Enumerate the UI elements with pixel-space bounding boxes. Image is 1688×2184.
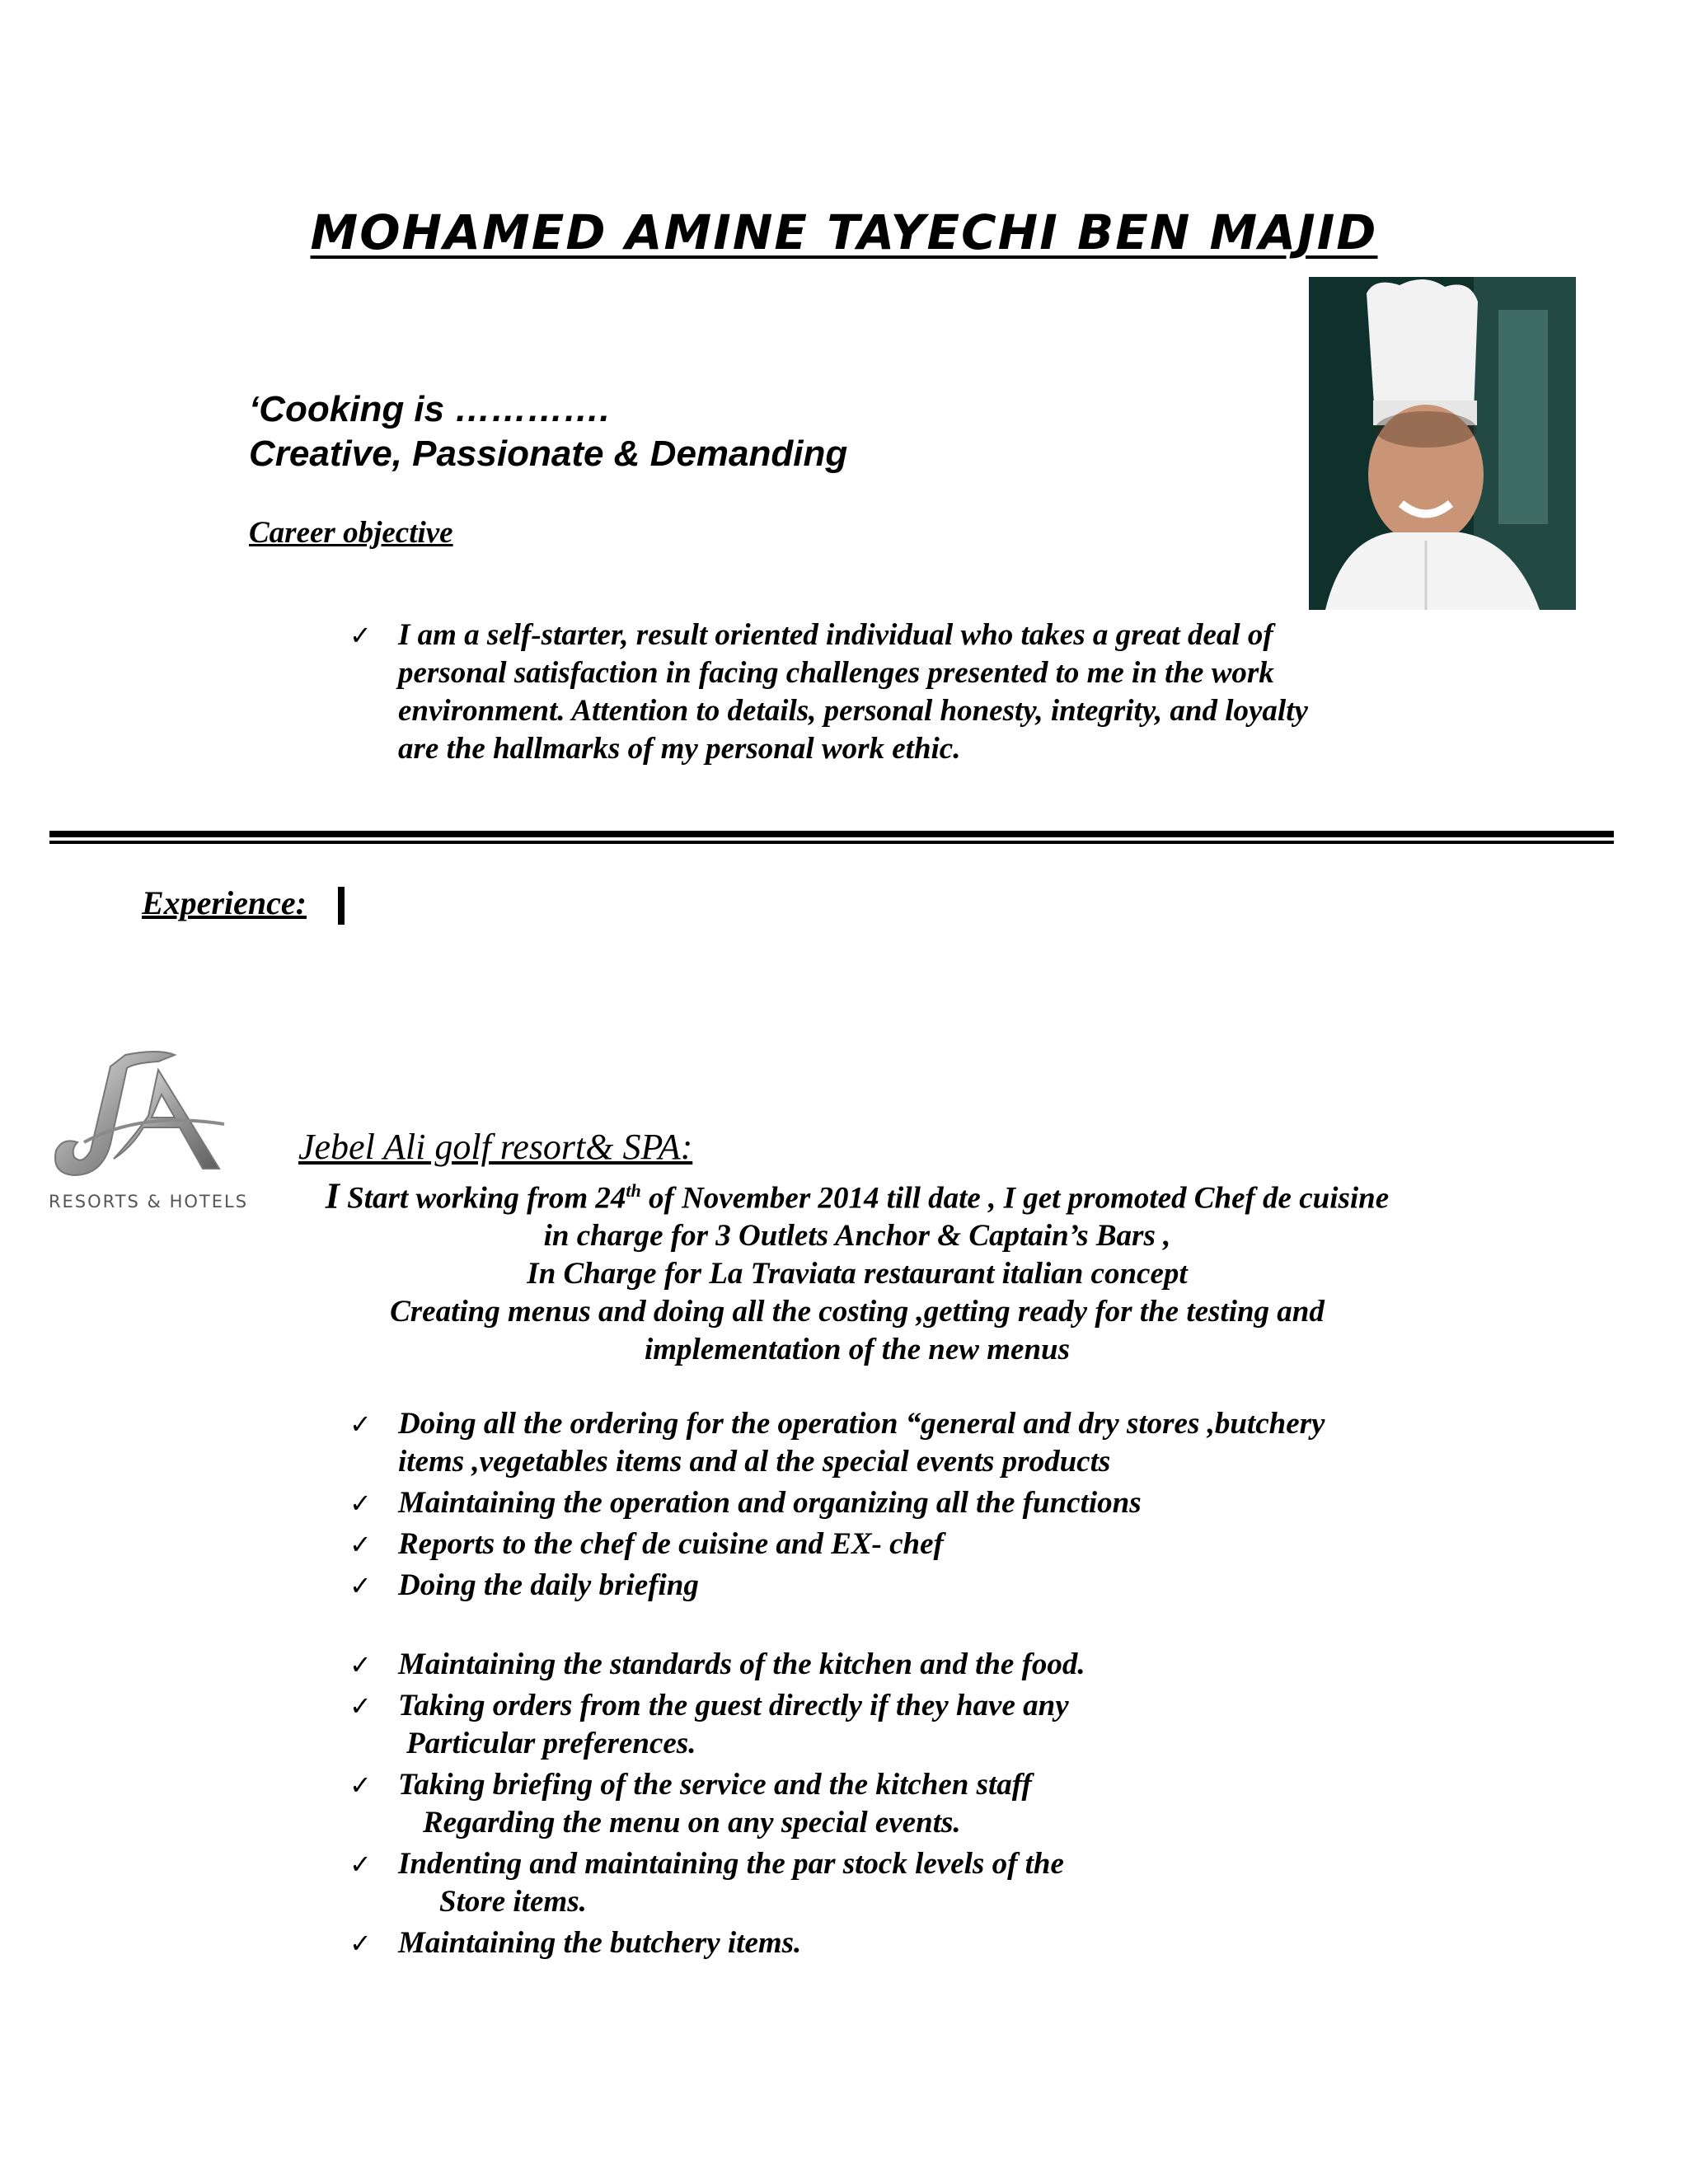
list-item-text: Particular preferences. [406, 1727, 696, 1760]
checkmark-icon: ✓ [349, 1570, 372, 1601]
list-item-text: Store items. [439, 1885, 587, 1919]
list-item [349, 1646, 1437, 1684]
checkmark-icon: ✓ [349, 1690, 372, 1722]
list-item-text: Indenting and maintaining the par stock levels of the [398, 1847, 1064, 1881]
list-item-text: Taking orders from the guest directly if they have any [398, 1689, 1069, 1722]
list-item [349, 1687, 1437, 1763]
checkmark-icon: ✓ [349, 1769, 372, 1801]
resume-name: MOHAMED AMINE TAYECHI BEN MAJID [310, 204, 1378, 260]
job-description-line [264, 1172, 1451, 1217]
list-item [349, 1405, 1437, 1481]
list-item-text: Maintaining the standards of the kitchen and the food. [398, 1647, 1085, 1681]
checkmark-icon: ✓ [349, 1488, 372, 1519]
experience-heading: Experience: [142, 884, 307, 921]
job-description-line: implementation of the new menus [645, 1333, 1070, 1367]
list-item [349, 1766, 1437, 1842]
desc-text: of November 2014 till date , I get promoted Chef de cuisine [640, 1181, 1390, 1216]
profile-photo [1309, 277, 1576, 610]
list-item-text: Doing all the ordering for the operation “general and dry stores ,butchery [398, 1407, 1325, 1441]
chef-portrait-image [1309, 277, 1576, 610]
job-description-line: in charge for 3 Outlets Anchor & Captain’s Bars , [543, 1219, 1171, 1254]
objective-line: environment. Attention to details, personal honesty, integrity, and loyalty [398, 694, 1308, 728]
job-description-line: In Charge for La Traviata restaurant italian concept [527, 1257, 1188, 1291]
text-cursor-icon [338, 887, 345, 925]
list-item [349, 1845, 1437, 1921]
list-item-text: items ,vegetables items and al the special events products [398, 1445, 1111, 1479]
hotel-name: Jebel Ali golf resort& SPA: [298, 1127, 693, 1167]
job-description [264, 1172, 1451, 1369]
responsibilities-list-2 [349, 1646, 1437, 1962]
list-item-text: Maintaining the butchery items. [398, 1926, 802, 1960]
tagline [249, 387, 1238, 476]
checkmark-icon: ✓ [349, 1649, 372, 1680]
ja-logo-icon [35, 1045, 256, 1185]
list-item-text: Regarding the menu on any special events. [423, 1806, 961, 1840]
list-item-text: Doing the daily briefing [398, 1568, 699, 1602]
job-description-line: Creating menus and doing all the costing ,getting ready for the testing and [390, 1295, 1325, 1329]
list-item-text: Maintaining the operation and organizing all the functions [398, 1486, 1142, 1520]
section-divider-thin [49, 841, 1614, 844]
checkmark-icon: ✓ [349, 620, 372, 651]
list-item [349, 1484, 1437, 1522]
checkmark-icon: ✓ [349, 1849, 372, 1880]
list-item [349, 1526, 1437, 1563]
tagline-line-1: ‘Cooking is …………. [249, 389, 610, 429]
desc-superscript: th [626, 1180, 641, 1201]
objective-line: I am a self-starter, result oriented individual who takes a great deal of [398, 618, 1273, 652]
logo-caption: RESORTS & HOTELS [48, 1192, 249, 1212]
objective-list [349, 616, 1413, 768]
objective-item [349, 616, 1413, 768]
career-objective-heading: Career objective [249, 516, 453, 550]
section-divider-thick [49, 831, 1614, 837]
desc-text: Start working from 24 [339, 1181, 626, 1216]
responsibilities-list-1 [349, 1405, 1437, 1605]
checkmark-icon: ✓ [349, 1408, 372, 1440]
objective-line: are the hallmarks of my personal work ethic. [398, 732, 961, 766]
desc-initial: I [325, 1175, 340, 1216]
objective-line: personal satisfaction in facing challenges presented to me in the work [398, 656, 1274, 690]
checkmark-icon: ✓ [349, 1529, 372, 1560]
list-item-text: Reports to the chef de cuisine and EX- chef [398, 1527, 944, 1561]
list-item [349, 1567, 1437, 1605]
list-item-text: Taking briefing of the service and the kitchen staff [398, 1768, 1032, 1802]
list-item [349, 1924, 1437, 1962]
tagline-line-2: Creative, Passionate & Demanding [249, 434, 848, 474]
checkmark-icon: ✓ [349, 1928, 372, 1959]
